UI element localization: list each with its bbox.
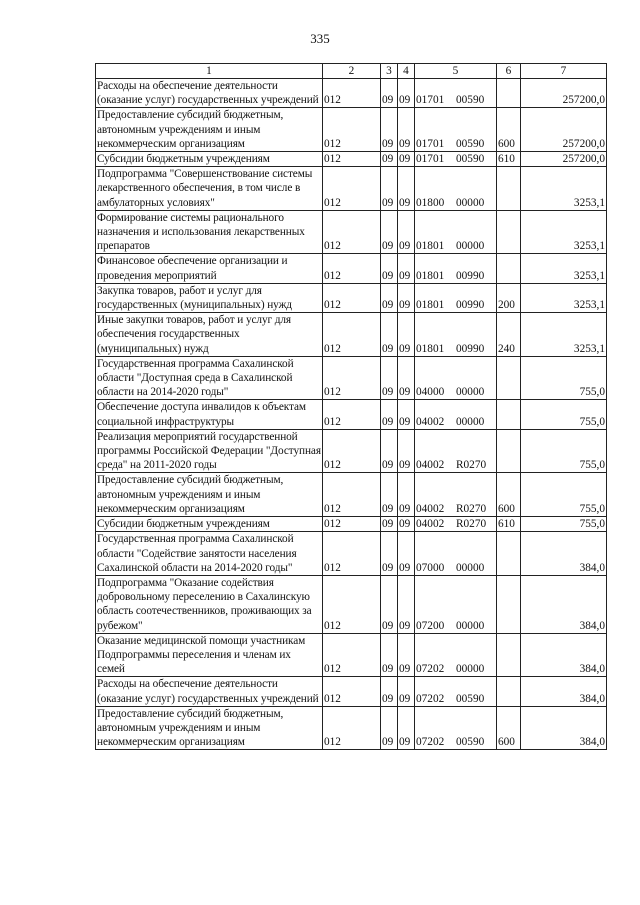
- row-csr-direction: 00590: [456, 94, 485, 107]
- row-code: 012: [323, 356, 381, 400]
- row-csr-program: 04002: [416, 415, 445, 428]
- row-expense-type: 600: [497, 473, 521, 517]
- row-section: 09: [381, 152, 398, 167]
- table-row: [96, 79, 607, 108]
- row-amount: 384,0: [521, 633, 607, 677]
- row-csr-direction: 00000: [456, 561, 485, 574]
- row-amount: 384,0: [521, 575, 607, 633]
- column-header: 5: [415, 64, 497, 79]
- row-subsection: 09: [398, 575, 415, 633]
- row-code: 012: [323, 706, 381, 750]
- row-code: 012: [323, 254, 381, 283]
- table-row: [96, 400, 607, 429]
- row-subsection: 09: [398, 356, 415, 400]
- row-expense-type: [497, 400, 521, 429]
- row-target-article: [415, 532, 497, 576]
- row-expense-type: [497, 633, 521, 677]
- header-row: [96, 64, 607, 79]
- row-amount: 257200,0: [521, 79, 607, 108]
- row-csr-program: 01701: [416, 153, 445, 166]
- row-csr-direction: 00000: [456, 415, 485, 428]
- row-section: 09: [381, 283, 398, 312]
- row-name: Предоставление субсидий бюджетным, автономным учреждениям и иным некоммерческим организациям: [96, 706, 323, 750]
- row-section: 09: [381, 473, 398, 517]
- row-csr-direction: 00590: [456, 692, 485, 705]
- table-row: [96, 473, 607, 517]
- row-subsection: 09: [398, 313, 415, 357]
- row-subsection: 09: [398, 108, 415, 152]
- row-expense-type: 240: [497, 313, 521, 357]
- row-name: Оказание медицинской помощи участникам Подпрограммы переселения и членам их семей: [96, 633, 323, 677]
- row-code: 012: [323, 677, 381, 706]
- row-name: Государственная программа Сахалинской области "Доступная среда в Сахалинской области на 2014-2020 годы": [96, 356, 323, 400]
- row-subsection: 09: [398, 517, 415, 532]
- row-name: Расходы на обеспечение деятельности (оказание услуг) государственных учреждений: [96, 677, 323, 706]
- row-target-article: [415, 517, 497, 532]
- row-section: 09: [381, 313, 398, 357]
- table-row: [96, 429, 607, 473]
- row-expense-type: 610: [497, 152, 521, 167]
- table-row: [96, 108, 607, 152]
- row-name: Иные закупки товаров, работ и услуг для обеспечения государственных (муниципальных) нужд: [96, 313, 323, 357]
- row-section: 09: [381, 633, 398, 677]
- row-code: 012: [323, 633, 381, 677]
- row-amount: 755,0: [521, 473, 607, 517]
- row-expense-type: [497, 356, 521, 400]
- row-csr-direction: 00990: [456, 269, 485, 282]
- row-amount: 3253,1: [521, 313, 607, 357]
- row-amount: 384,0: [521, 677, 607, 706]
- row-code: 012: [323, 79, 381, 108]
- row-code: 012: [323, 313, 381, 357]
- row-target-article: [415, 356, 497, 400]
- row-csr-program: 07000: [416, 561, 445, 574]
- row-section: 09: [381, 108, 398, 152]
- row-csr-direction: R0270: [456, 459, 487, 472]
- page-number: 335: [310, 31, 330, 46]
- row-csr-program: 07200: [416, 619, 445, 632]
- row-subsection: 09: [398, 706, 415, 750]
- row-name: Финансовое обеспечение организации и проведения мероприятий: [96, 254, 323, 283]
- row-subsection: 09: [398, 677, 415, 706]
- row-target-article: [415, 152, 497, 167]
- row-subsection: 09: [398, 633, 415, 677]
- row-code: 012: [323, 283, 381, 312]
- row-code: 012: [323, 167, 381, 211]
- row-section: 09: [381, 677, 398, 706]
- row-name: Предоставление субсидий бюджетным, автономным учреждениям и иным некоммерческим организациям: [96, 108, 323, 152]
- row-amount: 3253,1: [521, 167, 607, 211]
- row-name: Расходы на обеспечение деятельности (оказание услуг) государственных учреждений: [96, 79, 323, 108]
- table-row: [96, 167, 607, 211]
- row-code: 012: [323, 108, 381, 152]
- row-code: 012: [323, 532, 381, 576]
- row-target-article: [415, 429, 497, 473]
- column-header: 1: [96, 64, 323, 79]
- row-code: 012: [323, 400, 381, 429]
- row-expense-type: 600: [497, 108, 521, 152]
- table-row: [96, 633, 607, 677]
- row-amount: 384,0: [521, 532, 607, 576]
- row-csr-program: 01701: [416, 94, 445, 107]
- row-csr-program: 01801: [416, 342, 445, 355]
- row-csr-program: 01801: [416, 269, 445, 282]
- table-row: [96, 517, 607, 532]
- table-row: [96, 575, 607, 633]
- row-amount: 3253,1: [521, 254, 607, 283]
- row-subsection: 09: [398, 429, 415, 473]
- row-expense-type: [497, 575, 521, 633]
- row-csr-program: 01801: [416, 240, 445, 253]
- row-csr-direction: 00000: [456, 196, 485, 209]
- row-target-article: [415, 400, 497, 429]
- row-target-article: [415, 706, 497, 750]
- row-expense-type: [497, 254, 521, 283]
- row-amount: 384,0: [521, 706, 607, 750]
- row-csr-program: 04002: [416, 502, 445, 515]
- row-subsection: 09: [398, 210, 415, 254]
- row-csr-program: 07202: [416, 736, 445, 749]
- row-csr-direction: R0270: [456, 502, 487, 515]
- row-section: 09: [381, 517, 398, 532]
- row-name: Предоставление субсидий бюджетным, автономным учреждениям и иным некоммерческим организациям: [96, 473, 323, 517]
- row-section: 09: [381, 254, 398, 283]
- row-csr-program: 04002: [416, 459, 445, 472]
- row-name: Формирование системы рационального назначения и использования лекарственных препаратов: [96, 210, 323, 254]
- row-name: Государственная программа Сахалинской области "Содействие занятости населения Сахалинской области на 2014-2020 годы": [96, 532, 323, 576]
- row-target-article: [415, 108, 497, 152]
- row-target-article: [415, 575, 497, 633]
- row-target-article: [415, 167, 497, 211]
- row-target-article: [415, 283, 497, 312]
- row-amount: 755,0: [521, 429, 607, 473]
- row-target-article: [415, 254, 497, 283]
- row-section: 09: [381, 575, 398, 633]
- row-code: 012: [323, 575, 381, 633]
- row-section: 09: [381, 706, 398, 750]
- row-amount: 755,0: [521, 400, 607, 429]
- row-subsection: 09: [398, 473, 415, 517]
- row-csr-direction: 00000: [456, 619, 485, 632]
- budget-table: [95, 63, 607, 750]
- row-expense-type: 200: [497, 283, 521, 312]
- row-expense-type: [497, 532, 521, 576]
- row-csr-program: 01800: [416, 196, 445, 209]
- column-header: 2: [323, 64, 381, 79]
- row-target-article: [415, 473, 497, 517]
- row-expense-type: [497, 677, 521, 706]
- row-csr-program: 04000: [416, 386, 445, 399]
- row-name: Обеспечение доступа инвалидов к объектам социальной инфраструктуры: [96, 400, 323, 429]
- row-subsection: 09: [398, 254, 415, 283]
- column-header: 4: [398, 64, 415, 79]
- row-section: 09: [381, 400, 398, 429]
- row-target-article: [415, 313, 497, 357]
- row-expense-type: 610: [497, 517, 521, 532]
- row-expense-type: [497, 210, 521, 254]
- row-amount: 257200,0: [521, 108, 607, 152]
- row-subsection: 09: [398, 400, 415, 429]
- row-name: Субсидии бюджетным учреждениям: [96, 152, 323, 167]
- row-code: 012: [323, 517, 381, 532]
- row-csr-program: 01701: [416, 137, 445, 150]
- row-target-article: [415, 677, 497, 706]
- row-expense-type: [497, 429, 521, 473]
- table-row: [96, 677, 607, 706]
- row-target-article: [415, 210, 497, 254]
- table-row: [96, 283, 607, 312]
- row-csr-direction: 00990: [456, 299, 485, 312]
- row-target-article: [415, 633, 497, 677]
- row-csr-direction: 00990: [456, 342, 485, 355]
- row-csr-direction: R0270: [456, 518, 487, 531]
- table-row: [96, 706, 607, 750]
- row-amount: 257200,0: [521, 152, 607, 167]
- column-header: 6: [497, 64, 521, 79]
- row-csr-direction: 00590: [456, 153, 485, 166]
- row-csr-direction: 00590: [456, 736, 485, 749]
- row-csr-direction: 00000: [456, 240, 485, 253]
- row-section: 09: [381, 356, 398, 400]
- table-row: [96, 254, 607, 283]
- row-name: Реализация мероприятий государственной программы Российской Федерации "Доступная среда" на 2011-2020 годы: [97, 430, 321, 472]
- row-csr-direction: 00000: [456, 386, 485, 399]
- row-csr-program: 04002: [416, 518, 445, 531]
- row-expense-type: 600: [497, 706, 521, 750]
- row-csr-program: 07202: [416, 663, 445, 676]
- row-section: 09: [381, 210, 398, 254]
- row-amount: 755,0: [521, 517, 607, 532]
- row-subsection: 09: [398, 152, 415, 167]
- row-section: 09: [381, 79, 398, 108]
- row-name: Подпрограмма "Совершенствование системы лекарственного обеспечения, в том числе в амбулаторных условиях": [96, 167, 323, 211]
- table-row: [96, 532, 607, 576]
- table-row: [96, 210, 607, 254]
- table-row: [96, 356, 607, 400]
- row-code: 012: [323, 429, 381, 473]
- table-row: [96, 313, 607, 357]
- row-subsection: 09: [398, 532, 415, 576]
- row-code: 012: [323, 473, 381, 517]
- row-csr-direction: 00590: [456, 137, 485, 150]
- row-code: 012: [323, 152, 381, 167]
- row-code: 012: [323, 210, 381, 254]
- row-amount: 755,0: [521, 356, 607, 400]
- row-expense-type: [497, 167, 521, 211]
- row-csr-program: 07202: [416, 692, 445, 705]
- row-amount: 3253,1: [521, 210, 607, 254]
- table-row: [96, 152, 607, 167]
- column-header: 7: [521, 64, 607, 79]
- row-amount: 3253,1: [521, 283, 607, 312]
- row-name: Субсидии бюджетным учреждениям: [96, 517, 323, 532]
- row-section: 09: [381, 532, 398, 576]
- row-name: Подпрограмма "Оказание содействия добровольному переселению в Сахалинскую область соотечественников, проживающих за рубежом": [96, 575, 323, 633]
- row-subsection: 09: [398, 283, 415, 312]
- row-name: Закупка товаров, работ и услуг для государственных (муниципальных) нужд: [96, 283, 323, 312]
- row-expense-type: [497, 79, 521, 108]
- row-subsection: 09: [398, 79, 415, 108]
- row-target-article: [415, 79, 497, 108]
- column-header: 3: [381, 64, 398, 79]
- row-section: 09: [381, 167, 398, 211]
- row-section: 09: [381, 429, 398, 473]
- row-csr-direction: 00000: [456, 663, 485, 676]
- row-subsection: 09: [398, 167, 415, 211]
- row-csr-program: 01801: [416, 299, 445, 312]
